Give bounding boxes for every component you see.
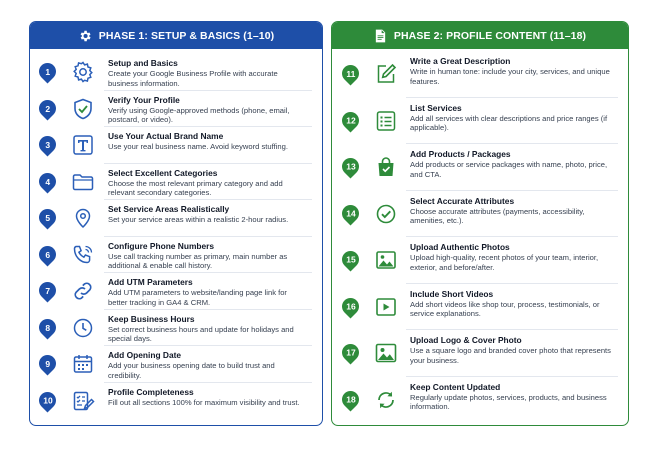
- step-number: 14: [345, 208, 356, 219]
- step-number-badge: [338, 201, 362, 225]
- step-number: 4: [45, 176, 50, 187]
- step-text: [108, 131, 308, 152]
- step-title: Write a Great Description: [410, 56, 511, 66]
- step-number: 1: [45, 66, 50, 77]
- list-item: [30, 200, 322, 237]
- step-title: Select Accurate Attributes: [410, 195, 515, 206]
- list-item: [30, 237, 322, 274]
- step-text: [108, 314, 308, 344]
- step-text: [410, 196, 615, 226]
- step-description: Add short videos like shop tour, process, testimonials, or service explanations.: [410, 299, 600, 319]
- step-text: [108, 241, 308, 271]
- step-text: [108, 204, 308, 225]
- list-item: [332, 284, 628, 331]
- step-text: [410, 289, 615, 319]
- step-number: 6: [45, 249, 50, 260]
- step-text: [108, 350, 308, 380]
- step-description: Upload high-quality, recent photos of your team, interior, exterior, and before/after.: [410, 253, 599, 272]
- step-number-badge: [35, 60, 59, 84]
- step-number: 5: [45, 212, 50, 223]
- step-description: Use your real business name. Avoid keyword stuffing.: [108, 142, 288, 151]
- calendar-icon: [71, 352, 95, 376]
- step-text: [410, 382, 615, 412]
- step-number-badge: [338, 248, 362, 272]
- step-text: [108, 168, 308, 198]
- list-item: [30, 383, 322, 420]
- step-title: Upload Logo & Cover Photo: [410, 335, 522, 345]
- step-title: Add Products / Packages: [410, 149, 511, 159]
- gear-header-icon: [78, 29, 92, 43]
- step-title: Include Short Videos: [410, 288, 494, 299]
- step-number-badge: [35, 169, 59, 193]
- step-number: 9: [45, 358, 50, 369]
- phase1-panel: [29, 21, 323, 426]
- step-text: [410, 149, 615, 179]
- step-title: Keep Content Updated: [410, 381, 501, 392]
- list-item: [332, 330, 628, 377]
- step-title: Add Opening Date: [108, 350, 182, 360]
- step-number-badge: [35, 133, 59, 157]
- checklist-edit-icon: [71, 389, 95, 413]
- clock-icon: [71, 316, 95, 340]
- phase2-header: [332, 22, 628, 49]
- step-description: Set correct business hours and update for holidays and special days.: [108, 324, 294, 344]
- step-title: Use Your Actual Brand Name: [108, 131, 224, 141]
- step-number-badge: [338, 155, 362, 179]
- phase1-title: PHASE 1: SETUP & BASICS (1–10): [98, 29, 275, 42]
- step-description: Choose the most relevant primary category and add relevant secondary categories.: [108, 178, 283, 198]
- refresh-icon: [374, 388, 398, 412]
- photo-icon: [374, 341, 398, 365]
- map-pin-icon: [71, 206, 95, 230]
- step-description: Regularly update photos, services, products, and business information.: [410, 392, 607, 412]
- step-number-badge: [35, 388, 59, 412]
- step-description: Fill out all sections 100% for maximum visibility and trust.: [108, 397, 300, 407]
- step-number: 13: [345, 161, 356, 172]
- step-title: Keep Business Hours: [108, 313, 195, 324]
- step-number: 8: [45, 322, 50, 333]
- text-t-icon: [71, 133, 95, 157]
- step-title: Verify Your Profile: [108, 94, 180, 105]
- step-number: 18: [345, 394, 356, 405]
- step-title: Select Excellent Categories: [108, 167, 218, 178]
- step-description: Verify using Google-approved methods (phone, email, postcard, or video).: [108, 105, 290, 125]
- phase1-header: [30, 22, 322, 49]
- list-item: [30, 310, 322, 347]
- pencil-edit-icon: [374, 62, 398, 86]
- phone-icon: [71, 243, 95, 267]
- check-circle-icon: [374, 202, 398, 226]
- step-description: Set your service areas within a realistic 2-hour radius.: [108, 215, 289, 224]
- step-text: [108, 58, 308, 88]
- step-number: 11: [346, 68, 355, 79]
- list-item: [30, 164, 322, 201]
- step-number-badge: [35, 315, 59, 339]
- step-text: [108, 277, 308, 307]
- step-title: Profile Completeness: [108, 386, 194, 397]
- step-text: [410, 335, 615, 365]
- list-item: [30, 127, 322, 164]
- step-description: Add products or service packages with name, photo, price, and CTA.: [410, 160, 608, 179]
- step-text: [108, 95, 308, 125]
- list-item: [332, 377, 628, 424]
- step-number: 15: [345, 254, 356, 265]
- step-number: 12: [345, 115, 356, 126]
- list-item: [30, 346, 322, 383]
- list-item: [30, 91, 322, 128]
- step-title: Set Service Areas Realistically: [108, 204, 230, 214]
- step-description: Use call tracking number as primary, main number as additional & enable call history.: [108, 251, 288, 271]
- step-title: List Services: [410, 102, 462, 113]
- list-item: [332, 51, 628, 98]
- step-description: Add your business opening date to build trust and credibility.: [108, 361, 275, 380]
- step-description: Add all services with clear descriptions and price ranges (if applicable).: [410, 113, 608, 133]
- step-number-badge: [338, 62, 362, 86]
- step-number-badge: [338, 341, 362, 365]
- step-number: 7: [45, 285, 50, 296]
- step-number: 10: [42, 395, 53, 406]
- step-title: Setup and Basics: [108, 58, 178, 68]
- step-title: Configure Phone Numbers: [108, 240, 215, 251]
- step-number-badge: [338, 108, 362, 132]
- step-text: [410, 103, 615, 133]
- shopping-bag-icon: [374, 155, 398, 179]
- step-text: [410, 56, 615, 86]
- step-number-badge: [35, 352, 59, 376]
- phase2-panel: [331, 21, 629, 426]
- step-title: Upload Authentic Photos: [410, 242, 510, 252]
- step-description: Use a square logo and branded cover photo that represents your business.: [410, 346, 611, 365]
- document-header-icon: [374, 29, 387, 43]
- shield-check-icon: [71, 97, 95, 121]
- link-icon: [71, 279, 95, 303]
- list-item: [332, 98, 628, 145]
- step-text: [108, 387, 308, 408]
- step-number: 17: [345, 347, 356, 358]
- folder-icon: [71, 170, 95, 194]
- list-item: [30, 54, 322, 91]
- list-item: [332, 237, 628, 284]
- step-number-badge: [35, 242, 59, 266]
- step-number: 16: [345, 301, 356, 312]
- step-text: [410, 242, 615, 272]
- list-item: [332, 144, 628, 191]
- list-icon: [374, 109, 398, 133]
- step-number-badge: [338, 294, 362, 318]
- image-icon: [374, 248, 398, 272]
- phase2-title: PHASE 2: PROFILE CONTENT (11–18): [393, 29, 587, 42]
- step-number-badge: [338, 387, 362, 411]
- step-number-badge: [35, 96, 59, 120]
- step-title: Add UTM Parameters: [108, 277, 193, 287]
- step-description: Write in human tone: include your city, services, and unique features.: [410, 67, 610, 86]
- play-video-icon: [374, 295, 398, 319]
- step-description: Choose accurate attributes (payments, accessibility, amenities, etc.).: [410, 206, 585, 226]
- step-number: 2: [45, 103, 50, 114]
- list-item: [332, 191, 628, 238]
- step-number-badge: [35, 279, 59, 303]
- step-number-badge: [35, 206, 59, 230]
- step-description: Create your Google Business Profile with accurate business information.: [108, 69, 278, 88]
- step-number: 3: [45, 139, 50, 150]
- gear-icon: [71, 60, 95, 84]
- step-description: Add UTM parameters to website/landing page link for better tracking in GA4 & CRM.: [108, 288, 287, 307]
- list-item: [30, 273, 322, 310]
